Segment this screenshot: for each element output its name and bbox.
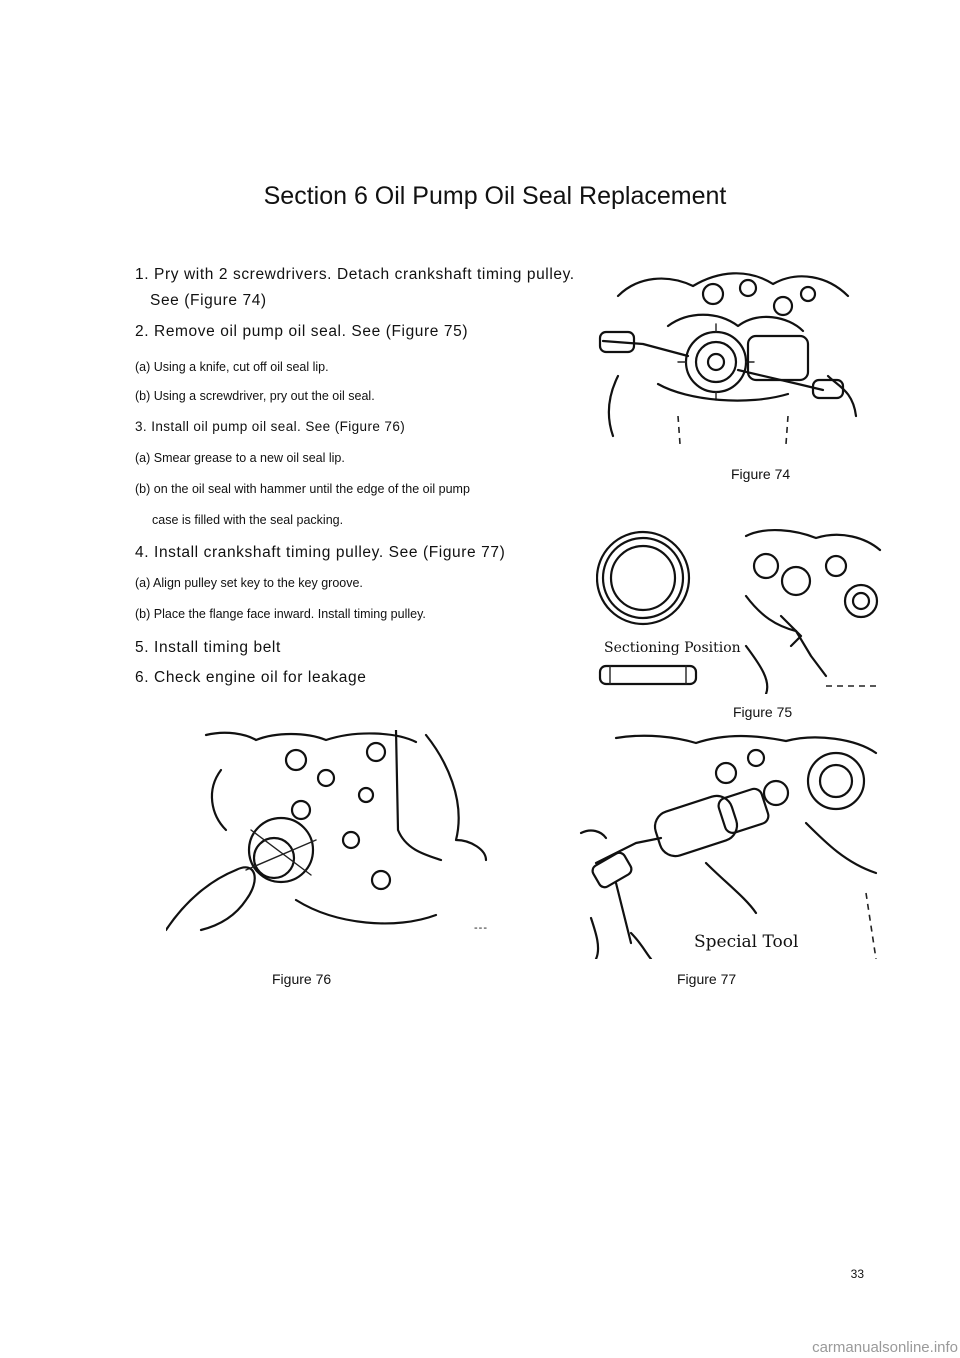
step-2b: (b) Using a screwdriver, pry out the oil seal. (135, 389, 375, 403)
step-4: 4. Install crankshaft timing pulley. See (Figure 77) (135, 544, 506, 561)
figure-74-caption: Figure 74 (731, 466, 791, 482)
figure-77-illustration (576, 733, 886, 959)
step-3a: (a) Smear grease to a new oil seal lip. (135, 451, 345, 465)
step-1-ref: See (Figure 74) (150, 292, 267, 309)
figure-75-label: Sectioning Position (604, 640, 741, 656)
step-2: 2. Remove oil pump oil seal. See (Figure 75) (135, 323, 469, 340)
figure-76-caption: Figure 76 (272, 971, 332, 987)
figure-77-label: Special Tool (694, 932, 799, 952)
step-3b: (b) on the oil seal with hammer until the edge of the oil pump (135, 482, 470, 496)
page-title: Section 6 Oil Pump Oil Seal Replacement (263, 182, 727, 210)
figure-74-illustration (598, 266, 860, 446)
watermark-link[interactable]: carmanualsonline.info (812, 1339, 958, 1356)
step-4a: (a) Align pulley set key to the key groove. (135, 576, 363, 590)
step-1: 1. Pry with 2 screwdrivers. Detach crankshaft timing pulley. (135, 266, 575, 283)
figure-76-mark: --- (474, 922, 488, 934)
step-4b: (b) Place the flange face inward. Install timing pulley. (135, 607, 426, 621)
figure-77-caption: Figure 77 (677, 971, 737, 987)
page-number: 33 (850, 1267, 864, 1281)
figure-75-caption: Figure 75 (733, 704, 793, 720)
step-6: 6. Check engine oil for leakage (135, 669, 367, 686)
step-3: 3. Install oil pump oil seal. See (Figure 76) (135, 419, 406, 434)
figure-76-illustration (166, 730, 496, 935)
step-3b-cont: case is filled with the seal packing. (152, 513, 344, 527)
step-5: 5. Install timing belt (135, 639, 281, 656)
figure-75-illustration (596, 526, 882, 694)
step-2a: (a) Using a knife, cut off oil seal lip. (135, 360, 329, 374)
